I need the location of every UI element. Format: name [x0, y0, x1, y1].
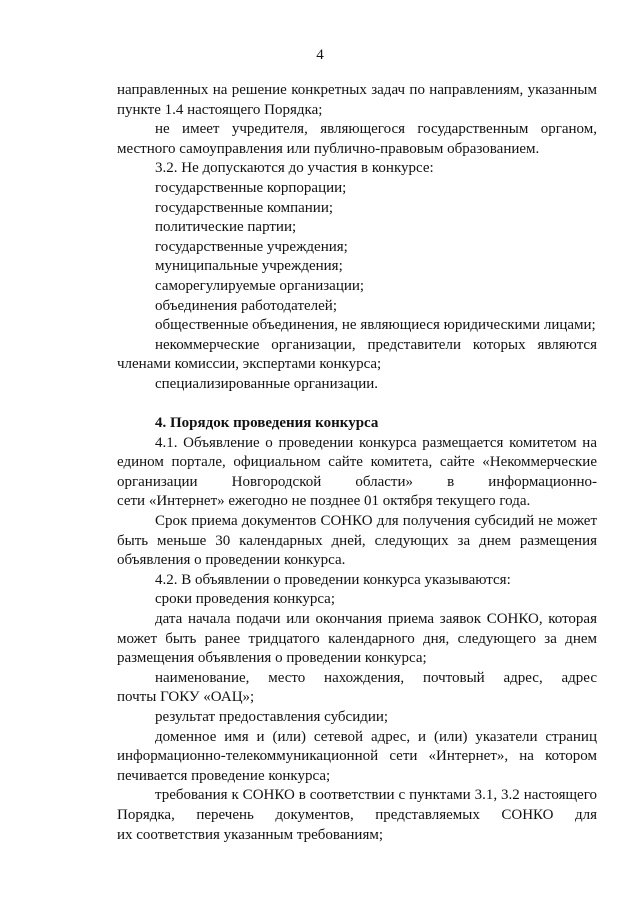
text-line: их соответствия указанным требованиям; [117, 826, 384, 843]
blank-line [117, 395, 597, 415]
text-line: 4.2. В объявлении о проведении конкурса указываются: [155, 571, 511, 588]
text-line: наименование, место нахождения, почтовый адрес, адрес [155, 669, 597, 686]
text-line: результат предоставления субсидии; [155, 709, 389, 725]
text-line: быть меньше 30 календарных дней, следующих за днем размещения [117, 532, 597, 549]
text-line: объединения работодателей; [155, 297, 337, 314]
text-line: может быть ранее тридцатого календарного дня, следующего за днем [117, 630, 597, 647]
text-line: муниципальные учреждения; [155, 258, 343, 275]
text-line: членами комиссии, экспертами конкурса; [117, 356, 382, 373]
text-line: объявления о проведении конкурса. [117, 552, 346, 569]
text-line: государственные учреждения; [155, 238, 348, 255]
text-line: информационно-телекоммуникационной сети «Интернет», на котором [117, 748, 597, 765]
text-line: не имеет учредителя, являющегося государственным органом, [155, 121, 597, 138]
text-line: специализированные организации. [155, 375, 379, 392]
document-body [117, 81, 597, 845]
text-line: Порядка, перечень документов, представляемых СОНКО для [117, 806, 597, 823]
text-line: размещения объявления о проведении конкурса; [117, 650, 427, 667]
text-line: 3.2. Не допускаются до участия в конкурсе: [155, 160, 434, 177]
text-line: почты ГОКУ «ОАЦ»; [117, 689, 255, 706]
text-line: некоммерческие организации, представители которых являются [155, 336, 597, 353]
text-line: едином портале, официальном сайте комитета, сайте «Некоммерческие [117, 454, 597, 471]
text-line: направленных на решение конкретных задач по направлениям, указанным [117, 82, 597, 98]
text-line: печивается проведение конкурса; [117, 767, 331, 784]
text-line: доменное имя и (или) сетевой адрес, и (или) указатели страниц [155, 728, 597, 745]
text-line: 4.1. Объявление о проведении конкурса размещается комитетом на [155, 434, 597, 451]
text-line: государственные компании; [155, 199, 334, 216]
text-line: пункте 1.4 настоящего Порядка; [117, 101, 323, 118]
section-heading: 4. Порядок проведения конкурса [155, 415, 379, 432]
text-line: саморегулируемые организации; [155, 277, 365, 294]
text-line: политические партии; [155, 219, 297, 236]
text-line: сети «Интернет» ежегодно не позднее 01 октября текущего года. [117, 493, 531, 510]
text-line: сроки проведения конкурса; [155, 591, 335, 608]
page-number: 4 [316, 47, 324, 63]
text-line: организации Новгородской области» в информационно- [117, 473, 597, 490]
text-line: общественные объединения, не являющиеся юридическими лицами; [155, 317, 596, 334]
text-line: Срок приема документов СОНКО для получения субсидий не может [155, 513, 597, 530]
text-line: дата начала подачи или окончания приема заявок СОНКО, которая [155, 611, 597, 628]
text-line: требования к СОНКО в соответствии с пунктами 3.1, 3.2 настоящего [155, 787, 597, 804]
text-line: местного самоуправления или публично-правовым образованием. [117, 140, 540, 157]
text-line: государственные корпорации; [155, 179, 347, 196]
